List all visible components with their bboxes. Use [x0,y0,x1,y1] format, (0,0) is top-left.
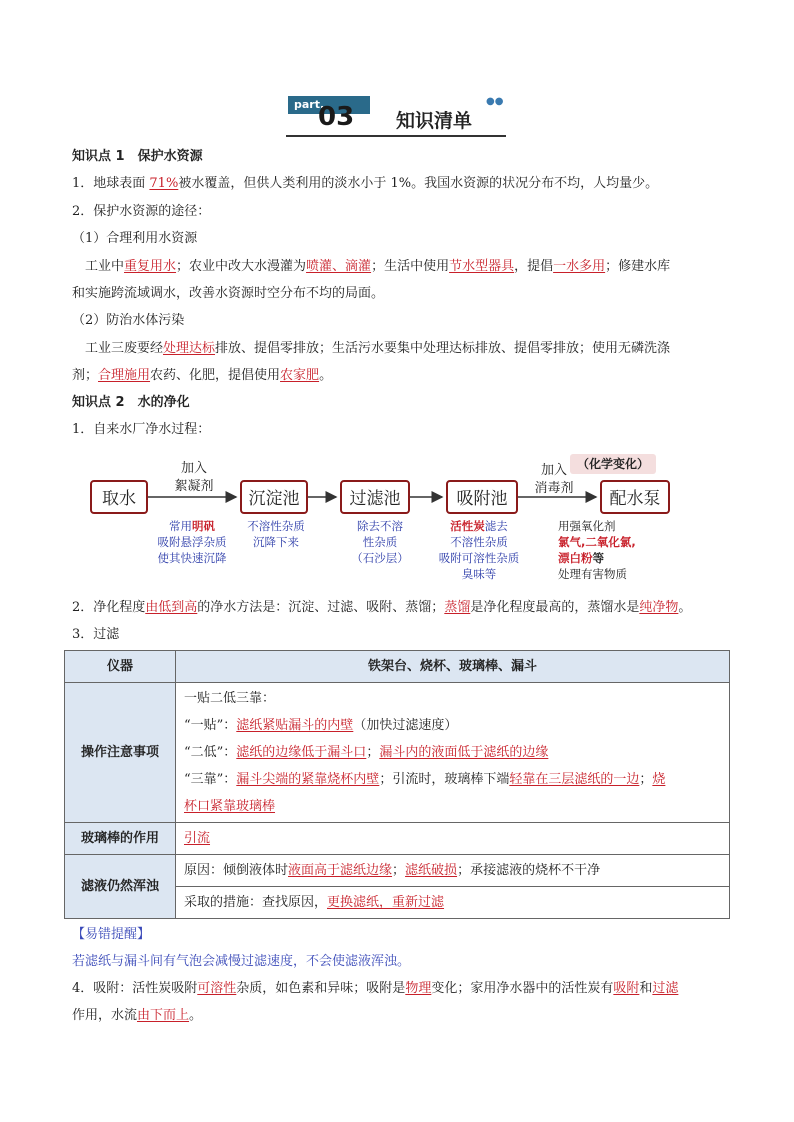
table-row [65,855,730,887]
k1-line-3: （1）合理利用水资源 [72,231,198,246]
tip-title: 【易错提醒】 [72,927,151,942]
water-drops-icon: ●● [486,96,504,107]
table-cell-cause: 原因：倾倒液体时液面高于滤纸边缘；滤纸破损；承接滤液的烧杯不干净 [176,855,730,887]
k2-line-1: 1．自来水厂净水过程： [72,422,211,437]
flow-step-filter: 过滤池 [340,480,410,514]
part-label: part. [288,96,370,114]
chemical-change-badge: （化学变化） [570,454,656,474]
flow-note-filter: 除去不溶 性杂质 （石沙层） [351,519,409,565]
flow-step-adsorption: 吸附池 [446,480,518,514]
flow-note-adsorption: 活性炭滤去 不溶性杂质 吸附可溶性杂质 臭味等 [438,519,520,581]
flow-note-intake: 常用明矾 吸附悬浮杂质 使其快速沉降 [157,519,227,565]
flow-step-sedimentation: 沉淀池 [240,480,308,514]
k1-line-2: 2．保护水资源的途径： [72,204,211,219]
k1-line-5: 和实施跨流域调水，改善水资源时空分布不均的局面。 [72,286,385,301]
filtration-table [64,650,730,919]
flow-label-flocculant: 加入 絮凝剂 [174,461,214,494]
table-header-instrument: 仪器 [65,651,176,683]
table-row [65,823,730,855]
k1-heading: 知识点 1 保护水资源 [72,149,203,164]
table-label-rod: 玻璃棒的作用 [65,823,176,855]
k2-heading: 知识点 2 水的净化 [72,395,190,410]
tip-text: 若滤纸与漏斗间有气泡会减慢过滤速度，不会使滤液浑浊。 [72,954,411,969]
k2-line-4: 4．吸附：活性炭吸附可溶性杂质，如色素和异味；吸附是物理变化；家用净水器中的活性炭有吸附和过滤 [72,981,679,996]
k2-line-3: 3．过滤 [72,627,120,642]
table-header-instruments-list: 铁架台、烧杯、玻璃棒、漏斗 [176,651,730,683]
table-row [65,651,730,683]
k2-line-5: 作用，水流由下而上。 [72,1008,203,1023]
k1-line-6: （2）防治水体污染 [72,313,185,328]
flow-step-intake: 取水 [90,480,148,514]
k2-line-2: 2．净化程度由低到高的净水方法是：沉淀、过滤、吸附、蒸馏；蒸馏是净化程度最高的，蒸馏水是纯净物。 [72,600,692,615]
k1-line-7: 工业三废要经处理达标排放、提倡零排放；生活污水要集中处理达标排放、提倡零排放；使用无磷洗涤 [72,341,671,356]
table-label-turbid: 滤液仍然浑浊 [65,855,176,919]
table-row [65,683,730,823]
part-number: 03 [318,102,355,132]
flow-label-disinfectant: 加入 消毒剂 [534,463,574,496]
flow-step-distribution: 配水泵 [600,480,670,514]
flow-note-sedimentation: 不溶性杂质 沉降下来 [247,519,305,549]
k1-line-8: 剂；合理施用农药、化肥，提倡使用农家肥。 [72,368,333,383]
k1-line-4: 工业中重复用水；农业中改大水漫灌为喷灌、滴灌；生活中使用节水型器具，提倡一水多用；修建水库 [72,259,671,274]
table-label-operation: 操作注意事项 [65,683,176,823]
flow-note-distribution: 用强氧化剂 氯气,二氧化氯, 漂白粉等 处理有害物质 [558,519,636,581]
table-cell-rod: 引流 [176,823,730,855]
table-cell-measure: 采取的措施：查找原因，更换滤纸，重新过滤 [176,887,730,919]
table-cell-operation: 一贴二低三靠： “一贴”：滤纸紧贴漏斗的内壁（加快过滤速度） “二低”：滤纸的边缘低于漏斗口；漏斗内的液面低于滤纸的边缘 “三靠”：漏斗尖端的紧靠烧杯内壁；引流时，玻璃棒下端轻靠在三层滤纸的一边；烧 杯口紧靠玻璃棒 [176,683,730,823]
k1-line-1: 1．地球表面 71%被水覆盖，但供人类利用的淡水小于 1%。我国水资源的状况分布不均，人均量少。 [72,176,659,191]
section-title: 知识清单 [396,110,473,132]
